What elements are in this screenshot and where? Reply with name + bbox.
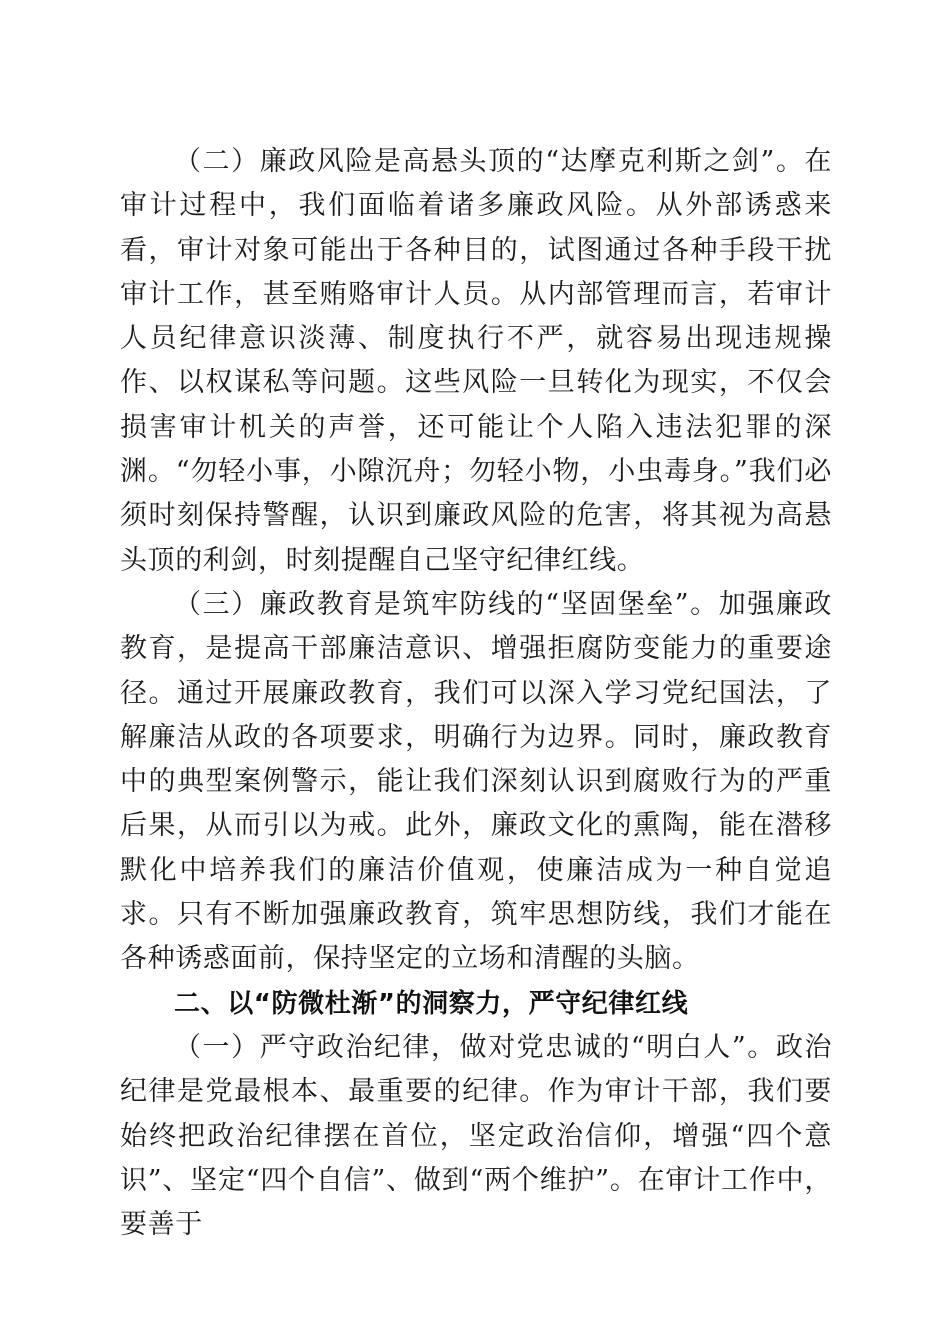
paragraph-education: （三）廉政教育是筑牢防线的“坚固堡垒”。加强廉政教育，是提高干部廉洁意识、增强拒腐防变能力的重要途径。通过开展廉政教育，我们可以深入学习党纪国法，了解廉洁从政的各项要求，明确行为边界。同时，廉政教育中的典型案例警示，能让我们深刻认识到腐败行为的严重后果，从而引以为戒。此外，廉政文化的熏陶，能在潜移默化中培养我们的廉洁价值观，使廉洁成为一种自觉追求。只有不断加强廉政教育，筑牢思想防线，我们才能在各种诱惑面前，保持坚定的立场和清醒的头脑。	[120, 588, 832, 975]
document-body	[120, 140, 832, 1247]
section-heading: 二、以“防微杜渐”的洞察力，严守纪律红线	[174, 988, 689, 1019]
paragraph-political-discipline: （一）严守政治纪律，做对党忠诚的“明白人”。政治纪律是党最根本、最重要的纪律。作为审计干部，我们要始终把政治纪律摆在首位，坚定政治信仰，增强“四个意识”、坚定“四个自信”、做到“两个维护”。在审计工作中，要善于	[120, 1031, 832, 1241]
paragraph-risk: （二）廉政风险是高悬头顶的“达摩克利斯之剑”。在审计过程中，我们面临着诸多廉政风险。从外部诱惑来看，审计对象可能出于各种目的，试图通过各种手段干扰审计工作，甚至贿赂审计人员。从内部管理而言，若审计人员纪律意识淡薄、制度执行不严，就容易出现违规操作、以权谋私等问题。这些风险一旦转化为现实，不仅会损害审计机关的声誉，还可能让个人陷入违法犯罪的深渊。“勿轻小事，小隙沉舟；勿轻小物，小虫毒身。”我们必须时刻保持警醒，认识到廉政风险的危害，将其视为高悬头顶的利剑，时刻提醒自己坚守纪律红线。	[120, 146, 832, 576]
